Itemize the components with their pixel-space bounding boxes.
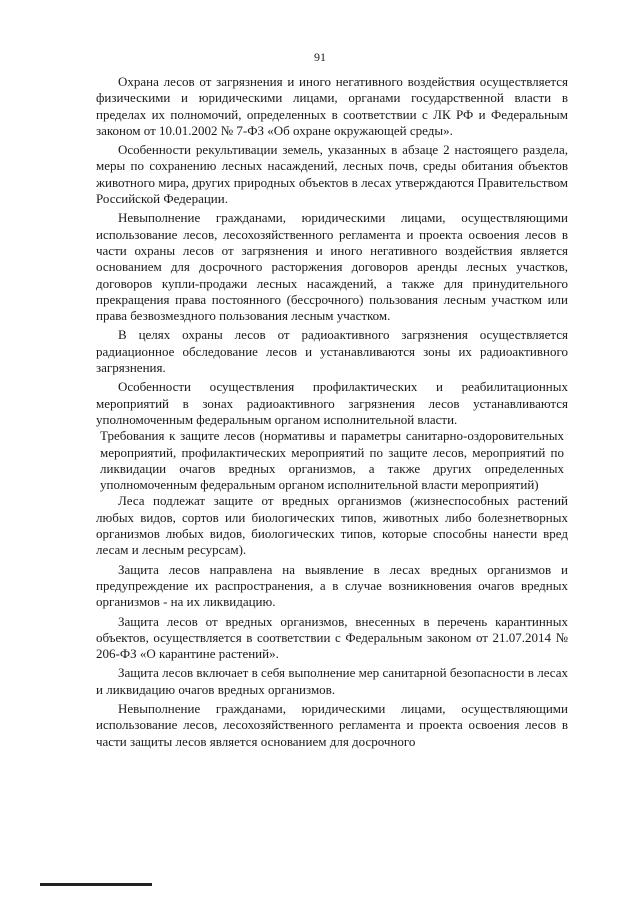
bottom-rule-divider	[40, 883, 152, 886]
paragraph: Защита лесов включает в себя выполнение мер санитарной безопасности в лесах и ликвидацию очагов вредных организмов.	[96, 665, 568, 697]
paragraph: Охрана лесов от загрязнения и иного негативного воздействия осуществляется физическими и юридическими лицами, органами государственной власти в пределах их полномочий, определенных в соответствии с ЛК РФ и Федеральным законом от 10.01.2002 № 7-ФЗ «Об охране окружающей среды».	[96, 74, 568, 138]
paragraph: Невыполнение гражданами, юридическими лицами, осуществляющими использование лесов, лесохозяйственного регламента и проекта освоения лесов в части охраны лесов от загрязнения и иного негативного воздействия является основанием для досрочного расторжения договоров аренды лесных участков, договоров купли-продажи лесных насаждений, а также для принудительного прекращения права постоянного (бессрочного) пользования лесным участком или права безвозмездного пользования лесным участком.	[96, 210, 568, 324]
paragraph: Леса подлежат защите от вредных организмов (жизнеспособных растений любых видов, сортов или биологических типов, животных либо болезнетворных организмов любых видов, биологических типов, которые способны нанести вред лесам и лесным ресурсам).	[96, 493, 568, 558]
paragraph: Особенности осуществления профилактических и реабилитационных мероприятий в зонах радиоактивного загрязнения лесов устанавливаются уполномоченным федеральным органом исполнительной власти.	[96, 379, 568, 427]
paragraph: В целях охраны лесов от радиоактивного загрязнения осуществляется радиационное обследование лесов и устанавливаются зоны их радиоактивного загрязнения.	[96, 327, 568, 376]
section-heading: Требования к защите лесов (нормативы и параметры санитарно-оздоровительных мероприятий, профилактических мероприятий по защите лесов, мероприятий по ликвидации очагов вредных организмов, а также других определенных уполномоченным федеральным органом исполнительной власти мероприятий)	[100, 428, 564, 493]
document-body	[96, 74, 568, 750]
paragraph: Невыполнение гражданами, юридическими лицами, осуществляющими использование лесов, лесохозяйственного регламента и проекта освоения лесов в части защиты лесов является основанием для досрочного	[96, 700, 568, 749]
paragraph: Особенности рекультивации земель, указанных в абзаце 2 настоящего раздела, меры по сохранению лесных насаждений, лесных почв, среды обитания объектов животного мира, других природных объектов в лесах утверждаются Правительством Российской Федерации.	[96, 142, 568, 207]
paragraph: Защита лесов направлена на выявление в лесах вредных организмов и предупреждение их распространения, а в случае возникновения очагов вредных организмов - на их ликвидацию.	[96, 561, 568, 610]
page-number: 91	[314, 50, 326, 64]
paragraph: Защита лесов от вредных организмов, внесенных в перечень карантинных объектов, осуществляется в соответствии с Федеральным законом от 21.07.2014 № 206-ФЗ «О карантине растений».	[96, 613, 568, 662]
